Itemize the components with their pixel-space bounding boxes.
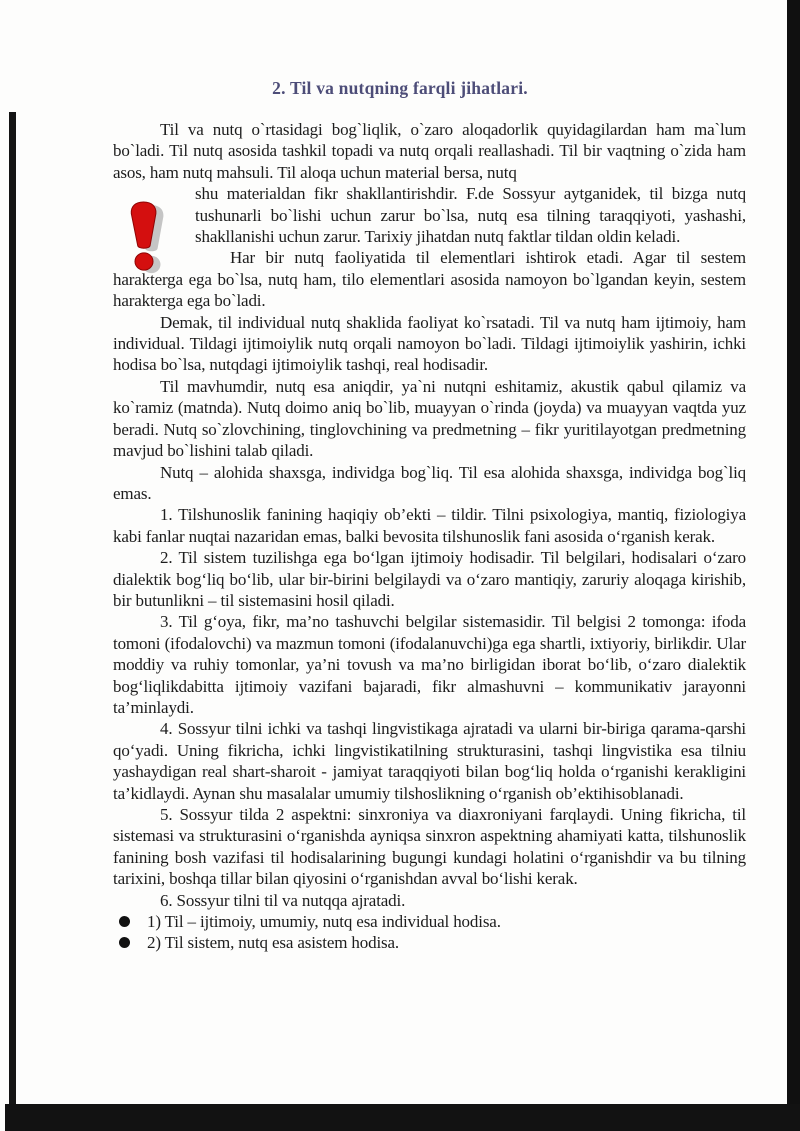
paragraph-nutq-alohida: Nutq – alohida shaxsga, individga bog`liq. Til esa alohida shaxsga, individga bog`liq emas. (113, 462, 746, 503)
bullet-list-item (113, 911, 746, 932)
page-title: 2. Til va nutqning farqli jihatlari. (272, 78, 528, 98)
list-item-1: 1. Tilshunoslik fanining haqiqiy ob’ekti – tildir. Tilni psixologiya, mantiq, fiziologiya kabi fanlar nuqtai nazaridan emas, balki bevosita tilshunoslik fani asosida o‘rganish kerak. (113, 505, 746, 546)
paragraph-intro: Til va nutq o`rtasidagi bog`liqlik, o`zaro aloqadorlik quyidagilardan ham ma`lum bo`ladi. Til nutq asosida tashkil topadi va nutq orqali reallashadi. Til bir vaqtning o`zida ham asos, ham nutq mahsuli. Til aloqa uchun material bersa, nutq (113, 120, 746, 182)
list-item-3: 3. Til g‘oya, fikr, ma’no tashuvchi belgilar sistemasidir. Til belgisi 2 tomonga: ifoda tomoni (ifodalovchi) va mazmun tomoni (ifodalanuvchi)ga ega shartli, ixtiyoriy, birlikdir. Ular moddiy va ruhiy tomonlar, ya’ni tovush va ma’no birligidan iborat bo‘lib, o‘zaro dialektik bog‘liqlikdabitta ijtimoiy vazifani bajaradi, fikr almashuvni – kommunikativ jarayonni ta’minlaydi. (113, 612, 746, 717)
list-item-2: 2. Til sistem tuzilishga ega bo‘lgan ijtimoiy hodisadir. Til belgilari, hodisalari o‘zaro dialektik bog‘liq bo‘lib, ular bir-birini belgilaydi va o‘zaro mantiqiy, zaruriy aloqaga kirishib, bir butunlikni – til sistemasini hosil qiladi. (113, 548, 746, 610)
list-item-6: 6. Sossyur tilni til va nutqqa ajratadi. (160, 890, 406, 910)
bullet-dot-icon (119, 916, 130, 927)
bullet-dot-icon (119, 937, 130, 948)
paragraph-til-mavhumdir: Til mavhumdir, nutq esa aniqdir, ya`ni nutqni eshitamiz, akustik qabul qilamiz va ko`ramiz (matnda). Nutq doimo aniq bo`lib, muayyan o`rinda (joyda) va muayyan vaqtda yuz beradi. Nutq so`zlovchining, tinglovchining va predmetning – fikr yuritilayotgan predmetning mavjud bo`lishini talab qiladi. (113, 376, 746, 461)
scan-border-right (787, 0, 800, 1131)
bullet-text: 1) Til – ijtimoiy, umumiy, nutq esa individual hodisa. (147, 912, 501, 932)
paragraph-har-bir-nutq: Har bir nutq faoliyatida til elementlari ishtirok etadi. Agar til sestem harakterga ega bo`lsa, nutq ham, tilo elementlari asosida namoyon bo`lgandan keyin, sestem harakterga ega bo`ladi. (113, 248, 746, 311)
list-item-4: 4. Sossyur tilni ichki va tashqi lingvistikaga ajratadi va ularni bir-biriga qarama-qarshi qo‘yadi. Uning fikricha, ichki lingvistikatilning strukturasini, tashqi lingvistika esa tilniu yashaydigan real shart-sharoit - jamiyat taraqqiyoti bilan bog‘liq holda o‘rganishi kerakligini ta’kidlaydi. Aynan shu masalalar umumiy tilshoslikning o‘rganish ob’ektihisoblanadi. (113, 719, 746, 803)
bullet-list-item (113, 932, 746, 953)
bullet-text: 2) Til sistem, nutq esa asistem hodisa. (147, 933, 399, 953)
paragraph-beside-icon: shu materialdan fikr shakllantirishdir. F.de Sossyur aytganidek, til bizga nutq tushunarli bo`lishi uchun zarur bo`lsa, nutq esa tilning taraqqiyoti, yashashi, shakllanishi uchun zarur. Tarixiy jihatdan nutq faktlar tildan oldin keladi. (195, 184, 746, 247)
paragraph-demak: Demak, til individual nutq shaklida faoliyat ko`rsatadi. Til va nutq ham ijtimoiy, ham individual. Tildagi ijtimoiylik nutq orqali namoyon bo`ladi. Tildagi ijtimoiylik yashirin, ichki hodisa bo`lsa, nutqdagi ijtimoiylik tashqi, real hodisadir. (113, 312, 746, 375)
scan-border-left (9, 112, 16, 1131)
scan-border-bottom (5, 1104, 800, 1131)
list-item-5: 5. Sossyur tilda 2 aspektni: sinxroniya va diaxroniyani farqlaydi. Uning fikricha, til sistemasi va strukturasini o‘rganishda ayniqsa sinxron aspektning ahamiyati katta, tilshunoslik fanining bosh vazifasi til hodisalarining bugungi kundagi holatini o‘rganishdir va bu tilning tarixini, boshqa tillar bilan qiyosini o‘rganishdan avval bo‘lishi kerak. (113, 805, 746, 889)
document-body (113, 119, 746, 954)
